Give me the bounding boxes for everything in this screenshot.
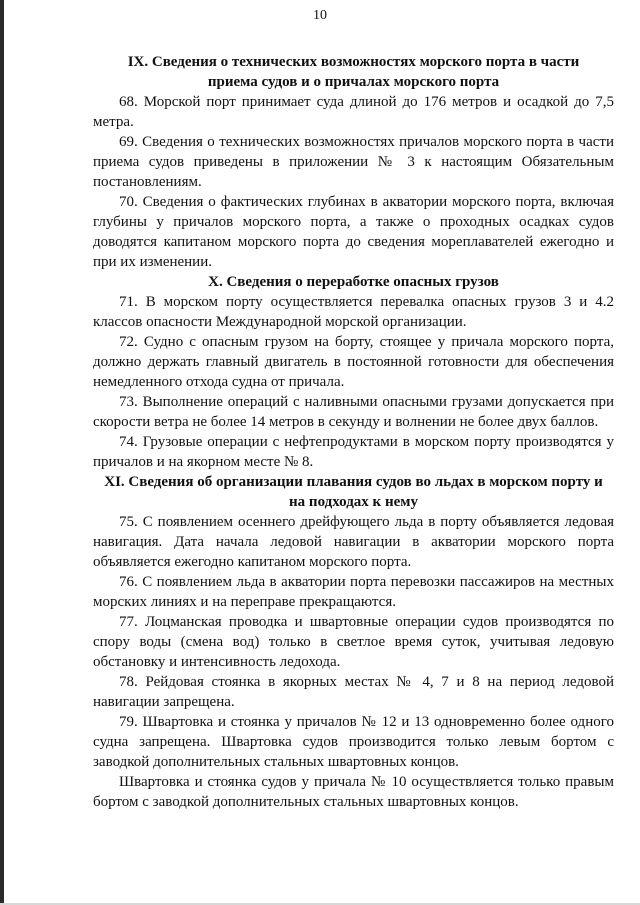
paragraph-70: 70. Сведения о фактических глубинах в акватории морского порта, включая глубины у причалов морского порта, а также о проходных осадках судов доводятся капитаном морского порта до сведения мореплавателей ежегодно и при их изменении. bbox=[93, 194, 614, 270]
page-number: 10 bbox=[313, 8, 327, 23]
section-xi bbox=[93, 472, 614, 812]
section-x bbox=[93, 272, 614, 472]
paragraph-74: 74. Грузовые операции с нефтепродуктами в морском порту производятся у причалов и на якорном месте № 8. bbox=[93, 434, 614, 470]
scan-edge bbox=[0, 0, 4, 905]
paragraph-71: 71. В морском порту осуществляется перевалка опасных грузов 3 и 4.2 классов опасности Международной морской организации. bbox=[93, 294, 614, 330]
section-heading: IX. Сведения о технических возможностях морского порта в части приема судов и о причалах морского порта bbox=[127, 54, 580, 90]
paragraph-79-continuation: Швартовка и стоянка судов у причала № 10 осуществляется только правым бортом с заводкой дополнительных стальных швартовных концов. bbox=[93, 774, 614, 810]
paragraph-75: 75. С появлением осеннего дрейфующего льда в порту объявляется ледовая навигация. Дата начала ледовой навигации в акватории морского порта объявляется ежегодно капитаном морского порта. bbox=[93, 514, 614, 570]
paragraph-79: 79. Швартовка и стоянка у причалов № 12 и 13 одновременно более одного судна запрещена. Швартовка судов производится только левым бортом с заводкой дополнительных стальных швартовных концов. bbox=[93, 714, 614, 770]
paragraph-76: 76. С появлением льда в акватории порта перевозки пассажиров на местных морских линиях и на переправе прекращаются. bbox=[93, 574, 614, 610]
document-body bbox=[93, 52, 614, 812]
paragraph-77: 77. Лоцманская проводка и швартовные операции судов производятся по спору воды (смена вод) только в светлое время суток, учитывая ледовую обстановку и интенсивность ледохода. bbox=[93, 614, 614, 670]
section-ix bbox=[93, 52, 614, 272]
section-heading: X. Сведения о переработке опасных грузов bbox=[208, 274, 499, 290]
section-heading: XI. Сведения об организации плавания судов во льдах в морском порту и на подходах к нему bbox=[104, 474, 603, 510]
paragraph-73: 73. Выполнение операций с наливными опасными грузами допускается при скорости ветра не более 14 метров в секунду и волнении не более двух баллов. bbox=[93, 394, 614, 430]
paragraph-72: 72. Судно с опасным грузом на борту, стоящее у причала морского порта, должно держать главный двигатель в постоянной готовности для обеспечения немедленного отхода судна от причала. bbox=[93, 334, 614, 390]
paragraph-78: 78. Рейдовая стоянка в якорных местах № 4, 7 и 8 на период ледовой навигации запрещена. bbox=[93, 674, 614, 710]
paragraph-68: 68. Морской порт принимает суда длиной до 176 метров и осадкой до 7,5 метра. bbox=[93, 94, 614, 130]
paragraph-69: 69. Сведения о технических возможностях причалов морского порта в части приема судов приведены в приложении № 3 к настоящим Обязательным постановлениям. bbox=[93, 134, 614, 190]
